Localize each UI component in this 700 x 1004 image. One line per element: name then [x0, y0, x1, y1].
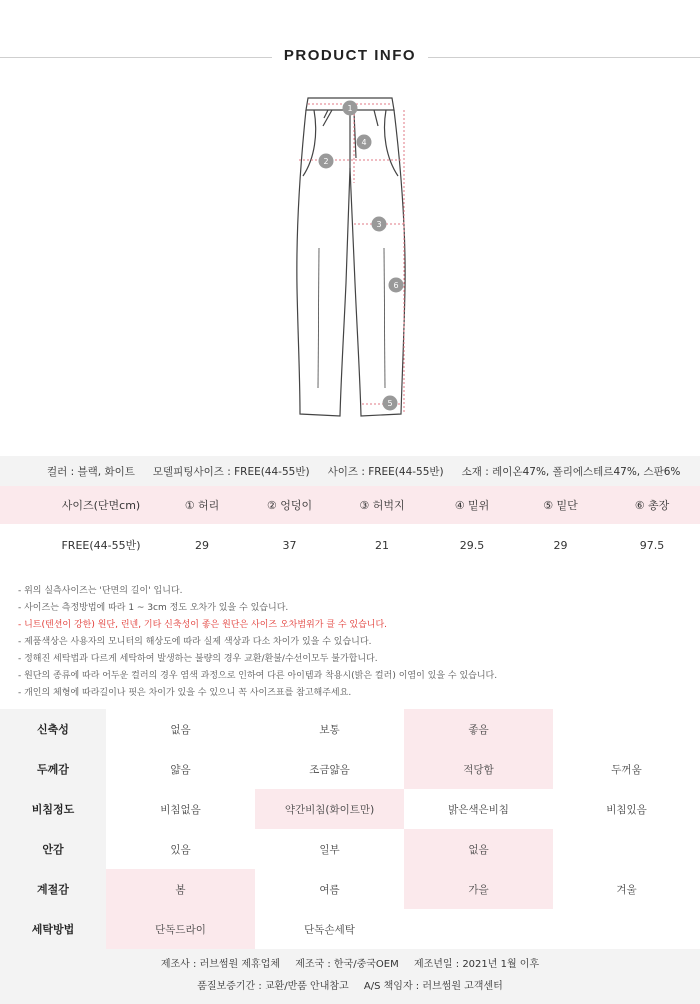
- attr-option: 얇음: [170, 763, 191, 776]
- marker-5: 5: [387, 399, 393, 408]
- attr-row-sheerness: [0, 789, 700, 829]
- attr-label: 비침정도: [0, 789, 106, 829]
- marker-6: 6: [393, 281, 399, 290]
- attr-label: 신축성: [0, 709, 106, 749]
- size-notes: [18, 583, 688, 702]
- size-cell: 29.5: [459, 538, 485, 552]
- note-line-warning: - 니트(텐션이 강한) 원단, 린넨, 기타 신축성이 좋은 원단은 사이즈 오차범위가 클 수 있습니다.: [18, 620, 388, 630]
- attr-row-stretch: [0, 709, 700, 749]
- size-header-cell: 사이즈(단면cm): [61, 499, 141, 512]
- pants-outline-illustration: [270, 88, 430, 428]
- note-line: - 사이즈는 측정방법에 따라 1 ~ 3cm 정도 오차가 있을 수 있습니다.: [18, 603, 289, 613]
- footer-warranty: 품질보증기간 : 교환/반품 안내참고: [197, 981, 349, 992]
- note-line: - 위의 실측사이즈는 '단면의 길이' 입니다.: [18, 586, 183, 596]
- footer-manufacturer: 제조사 : 러브썸원 제휴업체: [160, 959, 281, 970]
- size-header-cell: ④ 밑위: [454, 499, 490, 512]
- attr-option-selected: 가을: [404, 869, 553, 909]
- attr-option: 비침없음: [160, 803, 201, 816]
- attr-option: 비침있음: [606, 803, 647, 816]
- spec-material: 소재 : 레이온47%, 폴리에스테르47%, 스판6%: [461, 465, 681, 478]
- attr-option-selected: 단독드라이: [106, 909, 255, 949]
- attr-option-selected: 없음: [404, 829, 553, 869]
- attr-option: 여름: [319, 883, 340, 896]
- attr-row-season: [0, 869, 700, 909]
- marker-1: 1: [347, 104, 353, 113]
- attr-option: [553, 709, 700, 749]
- attr-option-selected: 좋음: [404, 709, 553, 749]
- header-divider-right: [428, 57, 700, 58]
- attr-option: 조금얇음: [309, 763, 350, 776]
- note-line: - 개인의 체형에 따라길이나 핏은 차이가 있을 수 있으니 꼭 사이즈표를 참고해주세요.: [18, 688, 352, 698]
- footer-line-1: [0, 954, 700, 976]
- spec-color: 컬러 : 블랙, 화이트: [47, 465, 135, 478]
- size-header-cell: ⑥ 총장: [634, 499, 670, 512]
- size-cell: 37: [282, 538, 297, 552]
- size-cell: 29: [553, 538, 568, 552]
- spec-model-size: 모델피팅사이즈 : FREE(44-55반): [152, 465, 310, 478]
- note-line: - 원단의 종류에 따라 어두운 컬러의 경우 염색 과정으로 인하여 다른 아이템과 착용시(밝은 컬러) 이염이 있을 수 있습니다.: [18, 671, 498, 681]
- attr-option: 있음: [170, 843, 191, 856]
- spec-size: 사이즈 : FREE(44-55반): [327, 465, 444, 478]
- size-cell: 29: [195, 538, 209, 552]
- attr-option-selected: 약간비침(화이트만): [255, 789, 404, 829]
- note-line: - 정해진 세탁법과 다르게 세탁하여 발생하는 불량의 경우 교환/환불/수선이모두 불가합니다.: [18, 654, 378, 664]
- attr-row-washing: [0, 909, 700, 949]
- size-table: [0, 486, 700, 566]
- attr-option: [553, 829, 700, 869]
- attr-option: 일부: [319, 843, 340, 856]
- attr-label: 세탁방법: [0, 909, 106, 949]
- attr-option: 겨울: [616, 883, 637, 896]
- marker-4: 4: [361, 138, 367, 147]
- footer-line-2: [0, 976, 700, 998]
- attr-option: 없음: [170, 723, 191, 736]
- attr-label: 두께감: [0, 749, 106, 789]
- attr-option: 단독손세탁: [304, 923, 355, 936]
- size-header-cell: ③ 허벅지: [359, 499, 405, 512]
- footer-as: A/S 책임자 : 러브썸원 고객센터: [363, 981, 503, 992]
- attr-option: [404, 909, 553, 949]
- measure-markers: [319, 101, 404, 411]
- spec-summary-bar: [0, 456, 700, 486]
- attr-option: 밝은색은비침: [448, 803, 509, 816]
- pants-size-diagram: [270, 88, 430, 428]
- size-cell: 21: [375, 538, 389, 552]
- marker-2: 2: [323, 157, 329, 166]
- note-line: - 제품색상은 사용자의 모니터의 해상도에 따라 실제 색상과 다소 차이가 있을 수 있습니다.: [18, 637, 372, 647]
- footer-date: 제조년일 : 2021년 1월 이후: [413, 959, 540, 970]
- product-footer-info: [0, 949, 700, 1004]
- size-cell: 97.5: [639, 538, 665, 552]
- size-header-cell: ⑤ 밑단: [543, 499, 578, 512]
- footer-country: 제조국 : 한국/중국OEM: [295, 959, 399, 970]
- size-header-cell: ① 허리: [184, 499, 220, 512]
- size-table-header: [0, 486, 700, 524]
- marker-3: 3: [376, 220, 382, 229]
- attr-row-thickness: [0, 749, 700, 789]
- page-title: PRODUCT INFO: [283, 47, 417, 64]
- attr-option: 보통: [319, 723, 340, 736]
- attr-option-selected: 봄: [106, 869, 255, 909]
- fabric-attribute-table: [0, 709, 700, 949]
- attr-option: 두꺼움: [611, 763, 642, 776]
- attr-label: 계절감: [0, 869, 106, 909]
- attr-label: 안감: [0, 829, 106, 869]
- attr-option-selected: 적당함: [404, 749, 553, 789]
- size-header-cell: ② 엉덩이: [266, 499, 313, 512]
- attr-option: [553, 909, 700, 949]
- size-table-row: [0, 524, 700, 566]
- size-cell: FREE(44-55반): [61, 539, 141, 552]
- attr-row-lining: [0, 829, 700, 869]
